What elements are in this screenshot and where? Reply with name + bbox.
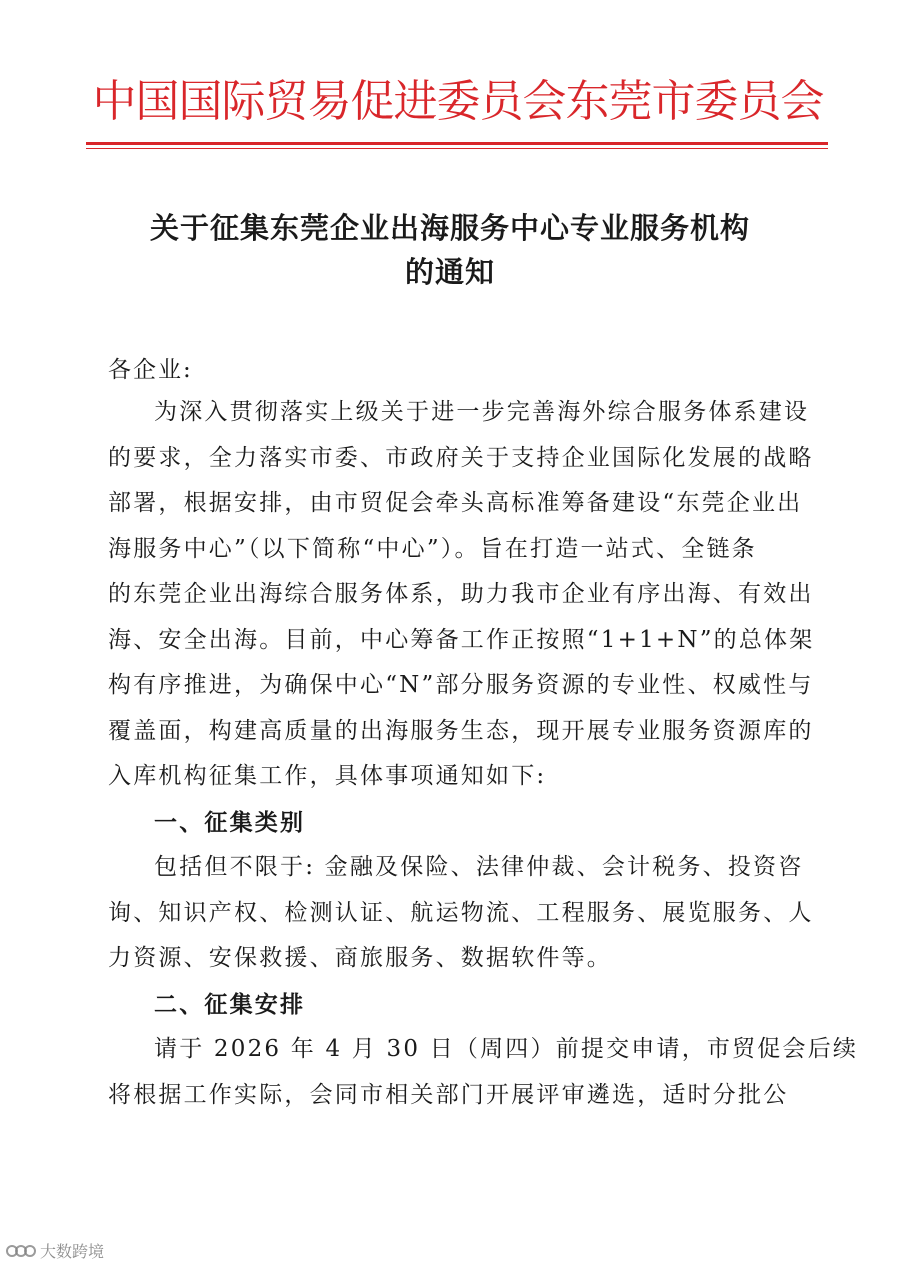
section2-line: 请于 2026 年 4 月 30 日（周四）前提交申请，市贸促会后续 — [154, 1036, 859, 1062]
body-line: 为深入贯彻落实上级关于进一步完善海外综合服务体系建设 — [154, 399, 810, 425]
notice-title-line2: 的通知 — [404, 255, 495, 289]
masthead-rule-thin — [86, 148, 828, 149]
section1-line: 包括但不限于: 金融及保险、法律仲裁、会计税务、投资咨 — [154, 854, 804, 880]
section1-line: 询、知识产权、检测认证、航运物流、工程服务、展览服务、人 — [108, 899, 814, 926]
masthead-rule-thick — [86, 142, 828, 145]
body-line: 的要求，全力落实市委、市政府关于支持企业国际化发展的战略 — [108, 444, 814, 471]
body-line: 的东莞企业出海综合服务体系，助力我市企业有序出海、有效出 — [108, 581, 814, 607]
notice-body — [108, 390, 859, 1118]
body-line: 构有序推进，为确保中心“N”部分服务资源的专业性、权威性与 — [108, 672, 814, 698]
body-line: 海服务中心”（以下简称“中心”）。旨在打造一站式、全链条 — [108, 535, 757, 562]
notice-title-line1: 关于征集东莞企业出海服务中心专业服务机构 — [149, 211, 750, 245]
section1-line: 力资源、安保救援、商旅服务、数据软件等。 — [108, 945, 612, 971]
section2-line: 将根据工作实际，会同市相关部门开展评审遴选，适时分批公 — [108, 1081, 789, 1108]
body-line: 海、安全出海。目前，中心筹备工作正按照“1+1+N”的总体架 — [108, 626, 815, 653]
watermark — [6, 1240, 104, 1264]
body-line: 覆盖面，构建高质量的出海服务生态，现开展专业服务资源库的 — [108, 717, 814, 744]
section1-heading: 一、征集类别 — [154, 808, 306, 836]
dashu-logo-icon — [6, 1243, 36, 1261]
masthead-title: 中国国际贸易促进委员会东莞市委员会 — [92, 76, 824, 127]
salutation: 各企业: — [108, 357, 193, 383]
body-line: 入库机构征集工作，具体事项通知如下: — [108, 763, 547, 789]
watermark-text: 大数跨境 — [40, 1242, 105, 1261]
body-line: 部署，根据安排，由市贸促会牵头高标准筹备建设“东莞企业出 — [108, 490, 803, 516]
section2-heading: 二、征集安排 — [154, 990, 306, 1018]
notice-title — [60, 206, 840, 294]
